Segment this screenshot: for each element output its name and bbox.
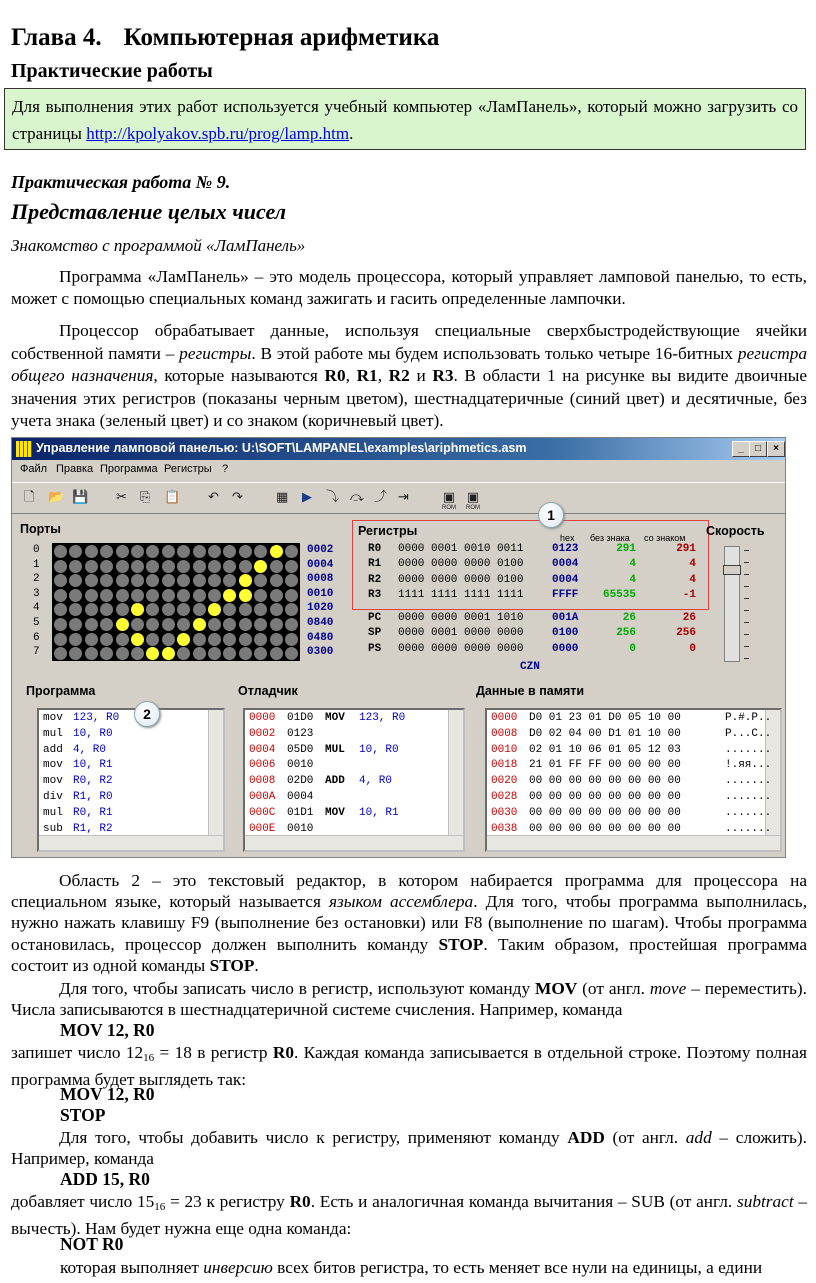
lamp-off <box>116 589 129 602</box>
lamp-off <box>239 618 252 631</box>
paragraph-6: Для того, чтобы добавить число к регистру, применяют команду ADD (от англ. add – сложить). Например, команда <box>11 1128 807 1168</box>
memory-line: 0030 00 00 00 00 00 00 00 00 ....... <box>491 806 772 819</box>
lamp-off <box>100 618 113 631</box>
memory-hscrollbar[interactable] <box>487 835 780 850</box>
lamp-off <box>177 560 190 573</box>
code-line-2: MOV 12, R0 <box>60 1084 155 1104</box>
register-bin: 0000 0000 0000 0100 <box>398 558 524 571</box>
chapter-heading <box>11 24 439 52</box>
menu-help[interactable]: ? <box>222 463 229 475</box>
load-rom-icon[interactable]: ▣ ROM <box>442 489 456 511</box>
lamp-off <box>146 618 159 631</box>
lamp-off <box>208 589 221 602</box>
lamp-off <box>193 633 206 646</box>
lamp-off <box>285 603 298 616</box>
chapter-number: Глава 4. <box>11 24 102 51</box>
program-line: mov 123, R0 <box>43 712 120 724</box>
register-s: 26 <box>682 612 696 624</box>
lamp-off <box>85 545 98 558</box>
lamp-off <box>146 574 159 587</box>
lamp-off <box>254 647 267 660</box>
port-row-label: 6 <box>33 631 40 644</box>
lamp-off <box>177 545 190 558</box>
paragraph-3: Область 2 – это текстовый редактор, в котором набирается программа для процессора на специальном языке, который называется языком ассемблера. Для того, чтобы программа выполнилась, нужно нажать клавишу F9 (выполнение без остановки) или F8 (выполнение по шагам). Чтобы программа остановилась, процессор должен выполнить команду STOP. Таким образом, простейшая программа состоит из одной команды STOP. <box>11 871 808 975</box>
lamp-off <box>131 618 144 631</box>
compile-icon[interactable]: ▦ <box>276 489 289 504</box>
lamp-off <box>100 603 113 616</box>
lamp-on <box>208 603 221 616</box>
speed-slider[interactable] <box>724 546 740 662</box>
memory-label: Данные в памяти <box>476 684 585 698</box>
title-bar <box>12 438 785 460</box>
lamp-off <box>116 633 129 646</box>
lamp-off <box>54 618 67 631</box>
copy-icon[interactable]: ⎘ <box>140 489 151 504</box>
lamp-off <box>116 545 129 558</box>
lamp-off <box>254 545 267 558</box>
menu-program[interactable]: Программа <box>100 463 158 475</box>
program-line: mul 10, R0 <box>43 727 113 740</box>
port-hex-value: 0480 <box>307 631 334 644</box>
register-hex: 0004 <box>552 573 579 586</box>
download-link[interactable]: http://kpolyakov.spb.ru/prog/lamp.htm <box>86 124 350 143</box>
port-hex-value: 0008 <box>307 573 334 586</box>
close-button[interactable]: × <box>767 441 785 457</box>
lamp-off <box>69 633 82 646</box>
lamp-off <box>254 589 267 602</box>
header-hex: hex <box>560 533 575 543</box>
debugger-scrollbar[interactable] <box>448 710 463 850</box>
register-s: 256 <box>676 627 696 640</box>
register-bin: 0000 0000 0000 0000 <box>398 642 524 655</box>
lamp-off <box>239 545 252 558</box>
slider-tick <box>744 658 749 659</box>
lamp-off <box>85 574 98 587</box>
memory-line: 0018 21 01 FF FF 00 00 00 00 !.яя... <box>491 759 772 772</box>
lamp-on <box>177 633 190 646</box>
lamp-off <box>270 603 283 616</box>
code-line-4: ADD 15, R0 <box>60 1169 150 1189</box>
step-into-icon[interactable]: ⤵ <box>326 489 340 504</box>
window-title: Управление ламповой панелью: U:\SOFT\LAMPANEL\examples\ariphmetics.asm <box>36 441 527 455</box>
paragraph-1: Программа «ЛамПанель» – это модель процессора, который управляет ламповой панелью, то есть, может с помощью специальных команд зажигать и гасить определенные лампочки. <box>11 267 807 308</box>
lamp-on <box>270 545 283 558</box>
maximize-button[interactable]: □ <box>749 441 767 457</box>
lamp-off <box>69 574 82 587</box>
lamp-on <box>223 589 236 602</box>
lamp-off <box>193 560 206 573</box>
port-hex-value: 0010 <box>307 587 334 600</box>
port-row-label: 5 <box>33 617 40 629</box>
lamp-off <box>208 633 221 646</box>
work-number: Практическая работа № 9. <box>11 172 231 192</box>
lamp-off <box>100 633 113 646</box>
lamp-off <box>54 545 67 558</box>
register-bin: 0000 0001 0000 0000 <box>398 627 524 640</box>
register-hex: FFFF <box>552 589 579 602</box>
slider-tick <box>744 550 749 551</box>
program-editor[interactable] <box>37 708 225 852</box>
slider-tick <box>744 562 749 563</box>
lamp-off <box>146 560 159 573</box>
lamp-off <box>177 574 190 587</box>
lamp-off <box>270 589 283 602</box>
register-u: 291 <box>616 543 636 555</box>
register-s: 4 <box>689 558 696 571</box>
debugger-line: 000C 01D1 MOV 10, R1 <box>249 806 399 819</box>
lamp-off <box>69 560 82 573</box>
lamp-off <box>85 603 98 616</box>
paste-icon[interactable]: 📋 <box>164 489 181 504</box>
lamp-off <box>208 647 221 660</box>
lamp-on <box>131 633 144 646</box>
register-s: 0 <box>689 642 696 655</box>
port-row-label: 1 <box>33 558 40 571</box>
register-u: 4 <box>629 573 636 586</box>
lamp-off <box>131 647 144 660</box>
subtitle: Знакомство с программой «ЛамПанель» <box>11 236 306 255</box>
lamp-off <box>100 545 113 558</box>
lamp-off <box>131 589 144 602</box>
paragraph-5: запишет число $12_{16} = 18$ в регистр R0. Каждая команда записывается в отдельной строке. Поэтому полная программа будет выглядеть так: <box>11 1043 808 1089</box>
code-line-3: STOP <box>60 1105 106 1125</box>
new-file-icon[interactable]: 🗋 <box>24 489 35 504</box>
lamp-off <box>193 589 206 602</box>
paragraph-2: Процессор обрабатывает данные, используя специальные сверхбыстродействующие ячейки собственной памяти – регистры. В этой работе мы будем использовать только четыре 16-битных регистра общего назначения, которые называются R0, R1, R2 и R3. В области 1 на рисунке вы видите двоичные значения этих регистров (показаны черным цветом), шестнадцатеричные (синий цвет) и десятичные, без учета знака (зеленый цвет) и со знаком (коричневый цвет). <box>11 321 808 430</box>
registers-label: Регистры <box>358 524 418 538</box>
lamp-on <box>116 618 129 631</box>
lampanel-window <box>11 437 786 858</box>
toolbar <box>12 482 785 514</box>
port-hex-value: 0002 <box>307 544 334 556</box>
lamp-off <box>85 560 98 573</box>
memory-line: 0038 00 00 00 00 00 00 00 00 ....... <box>491 822 772 835</box>
debugger-line: 0006 0010 <box>249 759 314 772</box>
port-row-label: 7 <box>33 646 40 659</box>
lamp-off <box>223 618 236 631</box>
port-row-label: 3 <box>33 587 40 600</box>
lamp-off <box>193 574 206 587</box>
register-u: 0 <box>629 642 636 655</box>
save-rom-icon[interactable]: ▣ ROM <box>466 489 480 511</box>
register-hex: 0123 <box>552 543 579 555</box>
lamp-off <box>208 618 221 631</box>
slider-tick <box>744 634 749 635</box>
register-name: SP <box>368 627 382 640</box>
lamp-off <box>208 574 221 587</box>
lamp-off <box>239 633 252 646</box>
lamp-off <box>162 560 175 573</box>
port-hex-value: 0300 <box>307 646 334 659</box>
lamp-off <box>208 560 221 573</box>
lamp-off <box>208 545 221 558</box>
register-name: R3 <box>368 589 382 602</box>
register-bin: 0000 0000 0001 1010 <box>398 612 524 624</box>
lamp-off <box>270 647 283 660</box>
register-u: 26 <box>622 612 636 624</box>
slider-tick <box>744 622 749 623</box>
port-row-label: 4 <box>33 602 40 615</box>
lamp-off <box>193 647 206 660</box>
debugger-hscrollbar[interactable] <box>245 835 463 850</box>
redo-icon[interactable]: ↷ <box>232 489 243 504</box>
program-line: sub R1, R2 <box>43 822 113 835</box>
lamp-off <box>177 603 190 616</box>
lamp-off <box>146 589 159 602</box>
lamp-off <box>162 633 175 646</box>
debugger-label: Отладчик <box>238 684 298 698</box>
lamp-off <box>254 618 267 631</box>
open-file-icon[interactable]: 📂 <box>48 489 65 504</box>
lamp-off <box>285 618 298 631</box>
register-bin: 0000 0000 0000 0100 <box>398 573 524 586</box>
register-bin: 1111 1111 1111 1111 <box>398 589 524 602</box>
register-bin: 0000 0001 0010 0011 <box>398 543 524 555</box>
lamp-off <box>177 647 190 660</box>
lamp-off <box>54 589 67 602</box>
lamp-off <box>162 618 175 631</box>
run-icon[interactable]: ▶ <box>302 489 312 504</box>
register-s: 4 <box>689 573 696 586</box>
debugger-line: 0004 05D0 MUL 10, R0 <box>249 743 399 756</box>
lamp-on <box>239 574 252 587</box>
lamp-off <box>69 647 82 660</box>
app-icon <box>16 441 32 457</box>
program-line: add 4, R0 <box>43 743 107 756</box>
memory-line: 0000 D0 01 23 01 D0 05 10 00 P.#.P.. <box>491 712 772 724</box>
slider-tick <box>744 574 749 575</box>
lamp-off <box>162 545 175 558</box>
lamp-off <box>131 545 144 558</box>
flags-label: CZN <box>520 661 540 673</box>
register-name: R0 <box>368 543 382 555</box>
minimize-button[interactable]: _ <box>732 441 750 457</box>
lamp-off <box>162 603 175 616</box>
lamp-off <box>223 560 236 573</box>
lamp-off <box>270 574 283 587</box>
lamp-off <box>223 633 236 646</box>
lamp-off <box>69 618 82 631</box>
area-2-badge: 2 <box>134 701 160 727</box>
lamp-off <box>270 618 283 631</box>
program-scrollbar[interactable] <box>208 710 223 850</box>
memory-line: 0020 00 00 00 00 00 00 00 00 ....... <box>491 775 772 788</box>
lamp-on <box>193 618 206 631</box>
lamp-off <box>85 647 98 660</box>
program-line: div R1, R0 <box>43 791 113 803</box>
lamp-off <box>100 589 113 602</box>
memory-panel[interactable] <box>485 708 782 852</box>
lamp-off <box>162 574 175 587</box>
lamp-off <box>131 560 144 573</box>
lamp-off <box>223 574 236 587</box>
program-line: mov R0, R2 <box>43 775 113 788</box>
port-hex-value: 0840 <box>307 617 334 629</box>
register-name: PC <box>368 612 382 624</box>
lamp-off <box>285 545 298 558</box>
lamp-off <box>85 589 98 602</box>
lamp-off <box>162 589 175 602</box>
lamp-off <box>146 633 159 646</box>
register-hex: 0000 <box>552 642 579 655</box>
undo-icon[interactable]: ↶ <box>208 489 219 504</box>
lamp-off <box>116 560 129 573</box>
register-name: PS <box>368 642 382 655</box>
lamp-off <box>69 603 82 616</box>
register-hex: 0100 <box>552 627 579 640</box>
lamp-off <box>270 633 283 646</box>
port-row-label: 2 <box>33 573 40 586</box>
notice-end: . <box>349 124 354 143</box>
paragraph-8: которая выполняет инверсию всех битов регистра, то есть меняет все нули на единицы, а едини <box>60 1258 763 1277</box>
register-hex: 0004 <box>552 558 579 571</box>
menu-bar <box>12 460 785 480</box>
lamp-off <box>239 647 252 660</box>
section-title: Практические работы <box>11 60 213 82</box>
register-s: -1 <box>682 589 696 602</box>
register-u: 256 <box>616 627 636 640</box>
memory-line: 0010 02 01 10 06 01 05 12 03 ....... <box>491 743 772 756</box>
lamp-off <box>285 574 298 587</box>
register-name: R1 <box>368 558 382 571</box>
step-out-icon[interactable]: ⤴ <box>374 489 388 504</box>
notice-text: Для выполнения этих работ используется учебный компьютер «ЛамПанель», который можно загрузить со страницы <box>12 97 798 143</box>
lamp-off <box>254 603 267 616</box>
slider-tick <box>744 646 749 647</box>
port-hex-value: 0004 <box>307 558 334 571</box>
program-line: mov 10, R1 <box>43 759 113 772</box>
lamp-on <box>131 603 144 616</box>
debugger-line: 000E 0010 <box>249 822 314 835</box>
header-signed: со знаком <box>644 533 686 543</box>
paragraph-4: Для того, чтобы записать число в регистр, используют команду MOV (от англ. move – переместить). Числа записываются в шестнадцатеричной системе счисления. Например, команда <box>11 979 807 1019</box>
lamp-off <box>100 647 113 660</box>
lamp-off <box>54 574 67 587</box>
code-line-1: MOV 12, R0 <box>60 1020 155 1040</box>
port-hex-value: 1020 <box>307 602 334 615</box>
lamp-off <box>285 647 298 660</box>
lamp-off <box>85 633 98 646</box>
chapter-title: Компьютерная арифметика <box>123 24 440 51</box>
lamp-off <box>100 560 113 573</box>
debugger-line: 0000 01D0 MOV 123, R0 <box>249 712 406 724</box>
slider-tick <box>744 610 749 611</box>
lamp-on <box>146 647 159 660</box>
step-over-icon[interactable]: ⤼ <box>350 489 364 504</box>
slider-tick <box>744 586 749 587</box>
lamp-off <box>131 574 144 587</box>
program-line: mul R0, R1 <box>43 806 113 819</box>
cut-icon[interactable]: ✂ <box>116 489 127 504</box>
memory-line: 0008 D0 02 04 00 D1 01 10 00 P...C.. <box>491 727 772 740</box>
lamp-off <box>54 633 67 646</box>
debugger-line: 000A 0004 <box>249 791 314 803</box>
lamp-off <box>285 589 298 602</box>
paragraph-7: добавляет число $15_{16} = 23$ к регистру R0. Есть и аналогичная команда вычитания – SUB (от англ. subtract – вычесть). Нам будет нужна еще одна команда: <box>11 1192 808 1238</box>
register-s: 291 <box>676 543 696 555</box>
lamp-off <box>116 647 129 660</box>
lamp-panel <box>52 543 300 661</box>
ports-label: Порты <box>20 522 61 536</box>
lamp-off <box>193 545 206 558</box>
notice-box <box>4 88 806 150</box>
slider-tick <box>744 598 749 599</box>
memory-line: 0028 00 00 00 00 00 00 00 00 ....... <box>491 791 772 803</box>
work-title: Представление целых чисел <box>11 199 286 224</box>
lamp-off <box>254 633 267 646</box>
lamp-off <box>239 560 252 573</box>
debugger-line: 0002 0123 <box>249 727 314 740</box>
lamp-off <box>270 560 283 573</box>
register-u: 4 <box>629 558 636 571</box>
header-unsigned: без знака <box>590 533 630 543</box>
lamp-off <box>223 545 236 558</box>
lamp-on <box>239 589 252 602</box>
lamp-off <box>146 545 159 558</box>
lamp-off <box>116 603 129 616</box>
lamp-off <box>177 618 190 631</box>
lamp-off <box>193 603 206 616</box>
lamp-off <box>146 603 159 616</box>
lamp-off <box>116 574 129 587</box>
menu-file[interactable]: Файл <box>20 463 48 475</box>
lamp-off <box>239 603 252 616</box>
lamp-off <box>177 589 190 602</box>
register-name: R2 <box>368 573 382 586</box>
save-file-icon[interactable]: 💾 <box>72 489 89 504</box>
code-line-5: NOT R0 <box>60 1234 124 1254</box>
lamp-off <box>285 633 298 646</box>
register-u: 65535 <box>602 589 636 602</box>
lamp-off <box>69 545 82 558</box>
program-hscrollbar[interactable] <box>39 835 223 850</box>
menu-edit[interactable]: Правка <box>56 463 94 475</box>
lamp-off <box>54 647 67 660</box>
register-hex: 001A <box>552 612 579 624</box>
lamp-off <box>54 603 67 616</box>
run-to-cursor-icon[interactable]: ⇥ <box>398 489 409 504</box>
speed-label: Скорость <box>706 524 765 538</box>
lamp-off <box>69 589 82 602</box>
debugger-line: 0008 02D0 ADD 4, R0 <box>249 775 393 788</box>
lamp-on <box>162 647 175 660</box>
menu-registers[interactable]: Регистры <box>164 463 212 475</box>
program-label: Программа <box>26 684 96 698</box>
area-1-badge: 1 <box>538 502 564 528</box>
lamp-off <box>285 560 298 573</box>
port-row-label: 0 <box>33 544 40 556</box>
lamp-off <box>254 574 267 587</box>
lamp-off <box>54 560 67 573</box>
lamp-off <box>100 574 113 587</box>
lamp-off <box>85 618 98 631</box>
lamp-off <box>223 647 236 660</box>
lamp-off <box>223 603 236 616</box>
lamp-on <box>254 560 267 573</box>
debugger-panel[interactable] <box>243 708 465 852</box>
